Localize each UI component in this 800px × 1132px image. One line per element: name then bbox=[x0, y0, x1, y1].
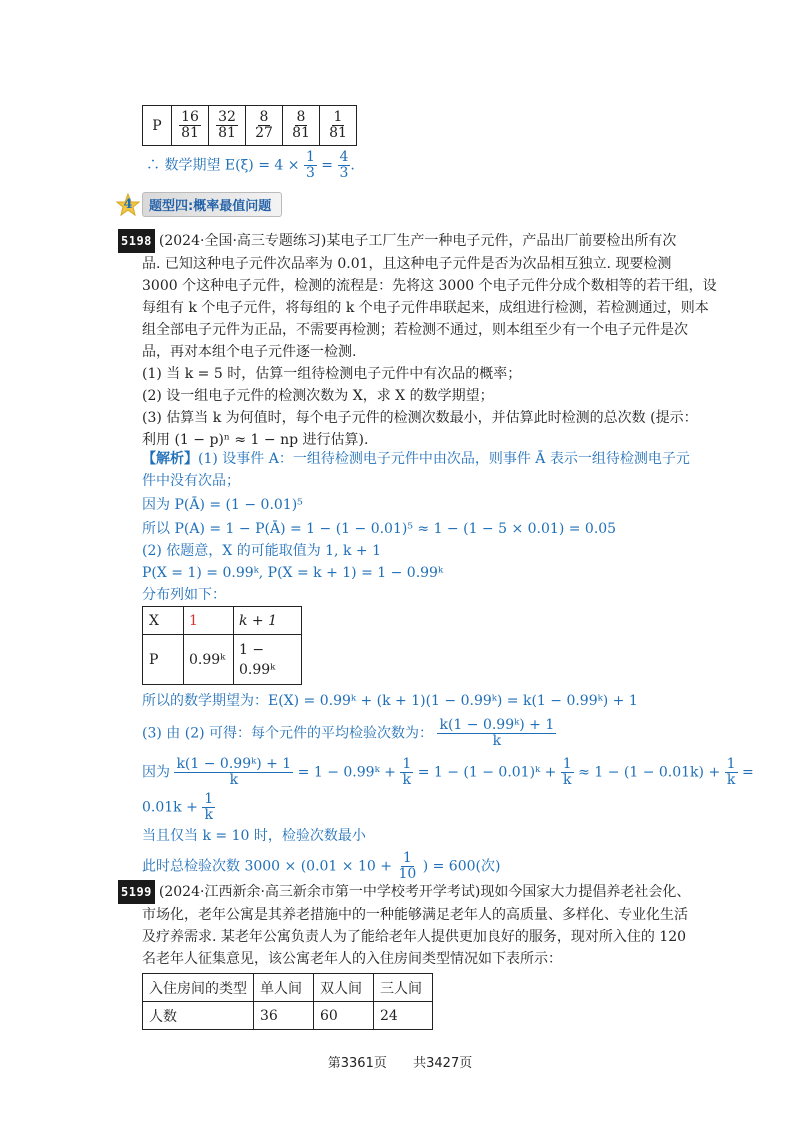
solution-line: (3) 由 (2) 可得：每个元件的平均检验次数为： $\frac{\text{k(1 − 0.99ᵏ) + 1}}{k}$ bbox=[142, 717, 555, 749]
page-number: 第3361页 bbox=[327, 1056, 387, 1071]
question-5198 bbox=[118, 229, 717, 451]
table-cell: $\frac{1}{81}$ bbox=[320, 106, 357, 146]
solution-line: 所以的数学期望为：E(X) = 0.99ᵏ + (k + 1)(1 − 0.99ᵏ) = k(1 − 0.99ᵏ) + 1 bbox=[142, 693, 638, 709]
question-line: 名老年人征集意见，该公寓老年人的入住房间类型情况如下表所示： bbox=[142, 951, 562, 967]
question-number: 5198 bbox=[118, 229, 155, 253]
question-part: (1) 当 k = 5 时，估算一组待检测电子元件中有次品的概率； bbox=[142, 366, 522, 382]
solution-line: 分布列如下： bbox=[142, 587, 226, 603]
table-cell: $\frac{8}{27}$ bbox=[246, 106, 283, 146]
question-line: 市场化，老年公寓是其养老措施中的一种能够满足老年人的高质量、多样化、专业化生活 bbox=[142, 907, 688, 923]
table-cell: 60 bbox=[314, 1002, 374, 1030]
total-pages: 共3427页 bbox=[413, 1056, 473, 1071]
star-icon: 4 bbox=[116, 193, 140, 217]
question-number: 5199 bbox=[118, 880, 155, 904]
table-cell: $\frac{16}{81}$ bbox=[172, 106, 209, 146]
page-footer bbox=[0, 1052, 800, 1071]
section-title: 题型四:概率最值问题 bbox=[142, 192, 282, 217]
solution-line: (2) 依题意，X 的可能取值为 1, k + 1 bbox=[142, 543, 381, 559]
table-cell: 0.99ᵏ bbox=[184, 635, 234, 685]
solution-heading: 【解析】 bbox=[142, 451, 198, 467]
solution-continued bbox=[142, 690, 754, 882]
question-5199 bbox=[118, 880, 698, 970]
question-line: 3000 个这种电子元件，检测的流程是：先将这 3000 个电子元件分成个数相等的若干组，设 bbox=[142, 278, 717, 294]
question-part: 利用 (1 − p)ⁿ ≈ 1 − np 进行估算). bbox=[142, 432, 369, 448]
top-distribution-table bbox=[142, 105, 357, 146]
table-header-cell: 单人间 bbox=[254, 974, 314, 1002]
solution-line: 当且仅当 k = 10 时，检验次数最小 bbox=[142, 828, 366, 844]
table-cell: P bbox=[143, 635, 184, 685]
question-line: 及疗养需求. 某老年公寓负责人为了能给老年人提供更加良好的服务，现对所入住的 120 bbox=[142, 929, 687, 945]
question-line: 组全部电子元件为正品，不需要再检测；若检测不通过，则本组至少有一个电子元件是次 bbox=[142, 322, 688, 338]
table-cell: $\frac{8}{81}$ bbox=[283, 106, 320, 146]
solution-line: 因为 P(Ā) = (1 − 0.01)⁵ bbox=[142, 497, 303, 513]
solution-line: 此时总检验次数 3000 × (0.01 × 10 + $\frac{1}{10}$ ) = 600(次) bbox=[142, 850, 501, 882]
table-header-cell: X bbox=[143, 607, 184, 635]
table-cell: 1 − 0.99ᵏ bbox=[234, 635, 302, 685]
distribution-table bbox=[142, 606, 302, 685]
room-type-table bbox=[142, 973, 433, 1030]
question-line: 5199 (2024·江西新余·高三新余市第一中学校考开学考试)现如今国家大力提倡养老社会化、 bbox=[118, 880, 698, 904]
question-line: 品，再对本组个电子元件逐一检测. bbox=[142, 344, 357, 360]
solution-line: 所以 P(A) = 1 − P(Ā) = 1 − (1 − 0.01)⁵ ≈ 1 − (1 − 5 × 0.01) = 0.05 bbox=[142, 521, 617, 537]
solution-line: 【解析】(1) 设事件 A：一组待检测电子元件中由次品，则事件 Ā 表示一组待检测电子元 bbox=[142, 451, 690, 467]
section-banner bbox=[116, 192, 282, 217]
table-header-cell: 入住房间的类型 bbox=[143, 974, 254, 1002]
table-header-cell: k + 1 bbox=[234, 607, 302, 635]
question-part: (2) 设一组电子元件的检测次数为 X，求 X 的数学期望； bbox=[142, 388, 494, 404]
table-header-cell: 三人间 bbox=[374, 974, 433, 1002]
question-line: 每组有 k 个电子元件，将每组的 k 个电子元件串联起来，成组进行检测，若检测通过，则本 bbox=[142, 300, 709, 316]
solution-line: 件中没有次品； bbox=[142, 473, 240, 489]
question-line: 5198 (2024·全国·高三专题练习)某电子工厂生产一种电子元件，产品出厂前要检出所有次 bbox=[118, 229, 678, 253]
table-cell: 24 bbox=[374, 1002, 433, 1030]
table-cell: 人数 bbox=[143, 1002, 254, 1030]
table-cell-label: P bbox=[143, 106, 172, 146]
table-cell: $\frac{32}{81}$ bbox=[209, 106, 246, 146]
question-line: 品. 已知这种电子元件次品率为 0.01，且这种电子元件是否为次品相互独立. 现要检测 bbox=[142, 256, 672, 272]
solution-line: 0.01k + $\frac{1}{k}$ bbox=[142, 791, 214, 823]
solution-line: 因为 $\frac{\text{k(1 − 0.99ᵏ) + 1}}{k}$ = 1 − 0.99ᵏ + $\frac{1}{k}$ = 1 − (1 − 0.01)ᵏ + $\frac{1}{k}$ ≈ 1 − (1 − 0.01k) + $\frac{1}{k}$ = bbox=[142, 756, 754, 788]
table-header-cell: 1 bbox=[184, 607, 234, 635]
solution-5198 bbox=[142, 448, 702, 606]
question-part: (3) 估算当 k 为何值时，每个电子元件的检测次数最小，并估算此时检测的总次数 (提示： bbox=[142, 410, 698, 426]
solution-line: P(X = 1) = 0.99ᵏ, P(X = k + 1) = 1 − 0.99ᵏ bbox=[142, 565, 444, 581]
table-header-cell: 双人间 bbox=[314, 974, 374, 1002]
expectation-line: ∴ 数学期望 E(ξ) = 4 × $\frac{1}{3}$ = $\frac{4}{3}$ . bbox=[146, 149, 355, 181]
table-cell: 36 bbox=[254, 1002, 314, 1030]
